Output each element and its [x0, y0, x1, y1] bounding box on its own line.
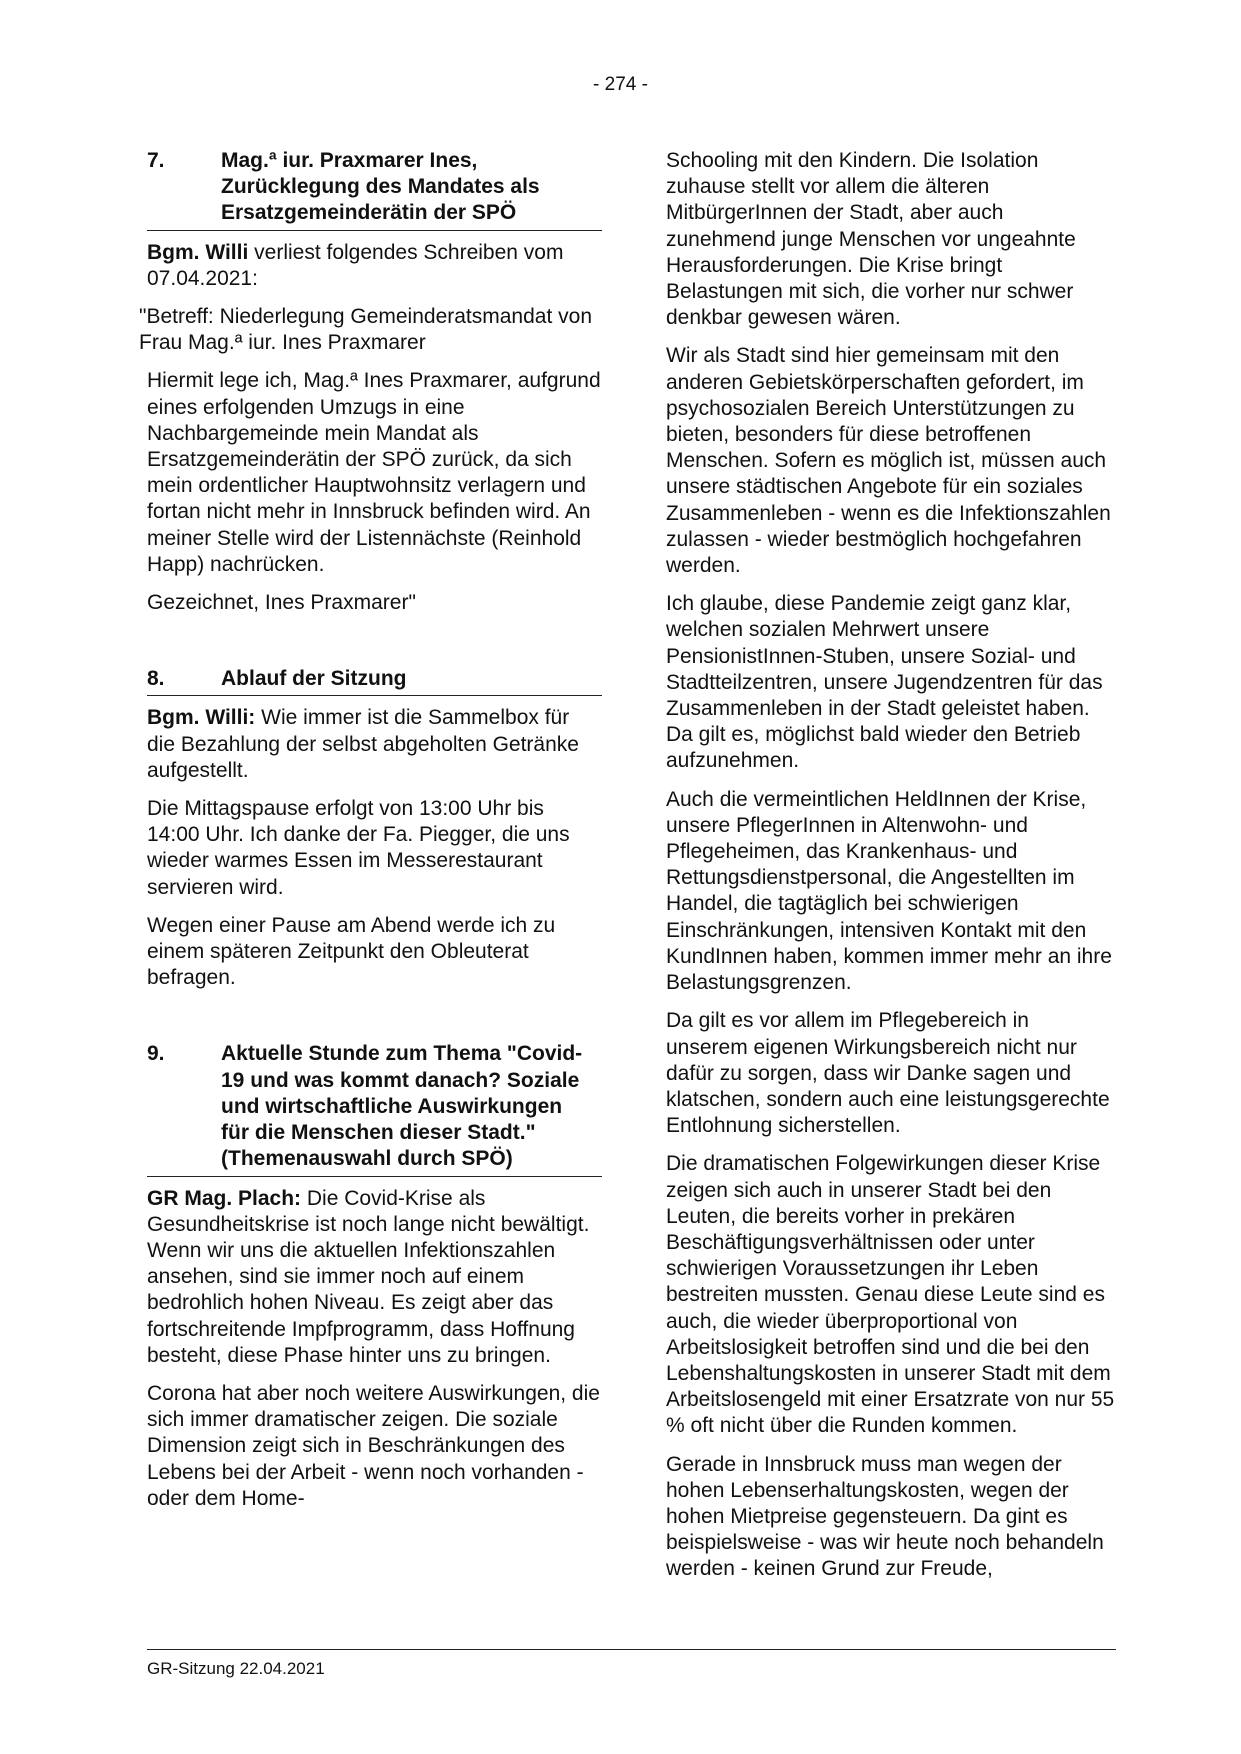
- paragraph: Da gilt es vor allem im Pflegebereich in unserem eigenen Wirkungsbereich nicht nur dafür zu sorgen, dass wir Danke sagen und klatschen, sondern auch eine leistungsgerechte Entlohnung sicherstellen.: [666, 1009, 1110, 1138]
- footer-divider: [147, 1649, 1116, 1650]
- quote-subject: "Betreff: Niederlegung Gemeinderatsmandat von Frau Mag.ª iur. Ines Praxmarer: [139, 305, 592, 355]
- paragraph: Ich glaube, diese Pandemie zeigt ganz klar, welchen sozialen Mehrwert unsere PensionistInnen-Stuben, unsere Sozial- und Stadtteilzentren, unsere Jugendzentren für das Zusammenleben in der Stadt geleistet haben. Da gilt es, möglichst bald wieder den Betrieb aufzunehmen.: [666, 592, 1103, 773]
- speaker: GR Mag. Plach:: [147, 1186, 302, 1210]
- paragraph: Bgm. Willi verliest folgendes Schreiben vom 07.04.2021:: [147, 240, 564, 290]
- paragraph: GR Mag. Plach: Die Covid-Krise als Gesundheitskrise ist noch lange nicht bewältigt. Wenn wir uns die aktuellen Infektionszahlen ansehen, sind sie immer noch auf einem bedrohlich hohen Niveau. Es zeigt aber das fortschreitende Impfprogramm, dass Hoffnung besteht, diese Phase hinter uns zu bringen.: [147, 1186, 590, 1367]
- speaker: Bgm. Willi:: [147, 706, 256, 730]
- paragraph: Die dramatischen Folgewirkungen dieser Krise zeigen sich auch in unserer Stadt bei den Leuten, die bereits vorher in prekären Beschäftigungsverhältnissen oder unter schwierigen Voraussetzungen ihr Leben bestreiten mussten. Genau diese Leute sind es auch, die wieder überproportional von Arbeitslosigkeit betroffen sind und die bei den Lebenshaltungskosten in unserer Stadt mit dem Arbeitslosengeld mit einer Ersatzrate von nur 55 % oft nicht über die Runden kommen.: [666, 1152, 1115, 1438]
- section-number: 9.: [147, 1042, 165, 1066]
- quote-body: Hiermit lege ich, Mag.ª Ines Praxmarer, aufgrund eines erfolgenden Umzugs in eine Nachbargemeinde mein Mandat als Ersatzgemeinderätin der SPÖ zurück, da sich mein ordentlicher Hauptwohnsitz verlagern und fortan nicht mehr in Innsbruck befinden wird. An meiner Stelle wird der Listennächste (Reinhold Happ) nachrücken.: [147, 369, 601, 576]
- section-title: Aktuelle Stunde zum Thema "Covid-19 und was kommt danach? Soziale und wirtschaftliche Auswirkungen für die Menschen dieser Stadt." (Themenauswahl durch SPÖ): [221, 1042, 583, 1171]
- right-column: [666, 148, 1116, 1595]
- section-number: 8.: [147, 667, 165, 691]
- paragraph: Bgm. Willi: Wie immer ist die Sammelbox für die Bezahlung der selbst abgeholten Getränke aufgestellt.: [147, 706, 579, 782]
- section-7-heading: [147, 148, 602, 231]
- left-column: [139, 148, 602, 1524]
- section-number: 7.: [147, 149, 165, 172]
- paragraph: Wegen einer Pause am Abend werde ich zu einem späteren Zeitpunkt den Obleuterat befragen.: [147, 913, 556, 990]
- section-8-heading: [147, 666, 602, 696]
- page-number: - 274 -: [593, 74, 648, 95]
- paragraph: Wir als Stadt sind hier gemeinsam mit den anderen Gebietskörperschaften gefordert, im psychosozialen Bereich Unterstützungen zu bieten, besonders für diese betroffenen Menschen. Sofern es möglich ist, müssen auch unsere städtischen Angebote für ein soziales Zusammenleben - wenn es die Infektionszahlen zulassen - wieder bestmöglich hochgefahren werden.: [666, 344, 1111, 578]
- section-title: Mag.ª iur. Praxmarer Ines, Zurücklegung des Mandates als Ersatzgemeinderätin der SPÖ: [221, 149, 540, 225]
- section-title: Ablauf der Sitzung: [221, 667, 407, 691]
- paragraph: Auch die vermeintlichen HeldInnen der Krise, unsere PflegerInnen in Altenwohn- und Pflegeheimen, das Krankenhaus- und Rettungsdienstpersonal, die Angestellten im Handel, die tagtäglich bei schwierigen Einschränkungen, intensiven Kontakt mit den KundInnen haben, kommen immer mehr an ihre Belastungsgrenzen.: [666, 787, 1112, 995]
- paragraph: Gerade in Innsbruck muss man wegen der hohen Lebenserhaltungskosten, wegen der hohen Mietpreise gegensteuern. Da gint es beispielsweise - was wir heute noch behandeln werden - keinen Grund zur Freude,: [666, 1452, 1104, 1581]
- paragraph: Corona hat aber noch weitere Auswirkungen, die sich immer dramatischer zeigen. Die soziale Dimension zeigt sich in Beschränkungen des Lebens bei der Arbeit - wenn noch vorhanden - oder dem Home-: [147, 1381, 600, 1510]
- paragraph: Schooling mit den Kindern. Die Isolation zuhause stellt vor allem die älteren MitbürgerInnen der Stadt, aber auch zunehmend junge Menschen vor ungeahnte Herausforderungen. Die Krise bringt Belastungen mit sich, die vorher nur schwer denkbar gewesen wären.: [666, 149, 1076, 330]
- speaker: Bgm. Willi: [147, 240, 249, 264]
- footer: GR-Sitzung 22.04.2021: [147, 1659, 325, 1678]
- paragraph: Die Mittagspause erfolgt von 13:00 Uhr bis 14:00 Uhr. Ich danke der Fa. Piegger, die uns wieder warmes Essen im Messerestaurant servieren wird.: [147, 797, 570, 899]
- section-9-heading: [147, 1041, 602, 1176]
- quote-signature: Gezeichnet, Ines Praxmarer": [147, 591, 416, 615]
